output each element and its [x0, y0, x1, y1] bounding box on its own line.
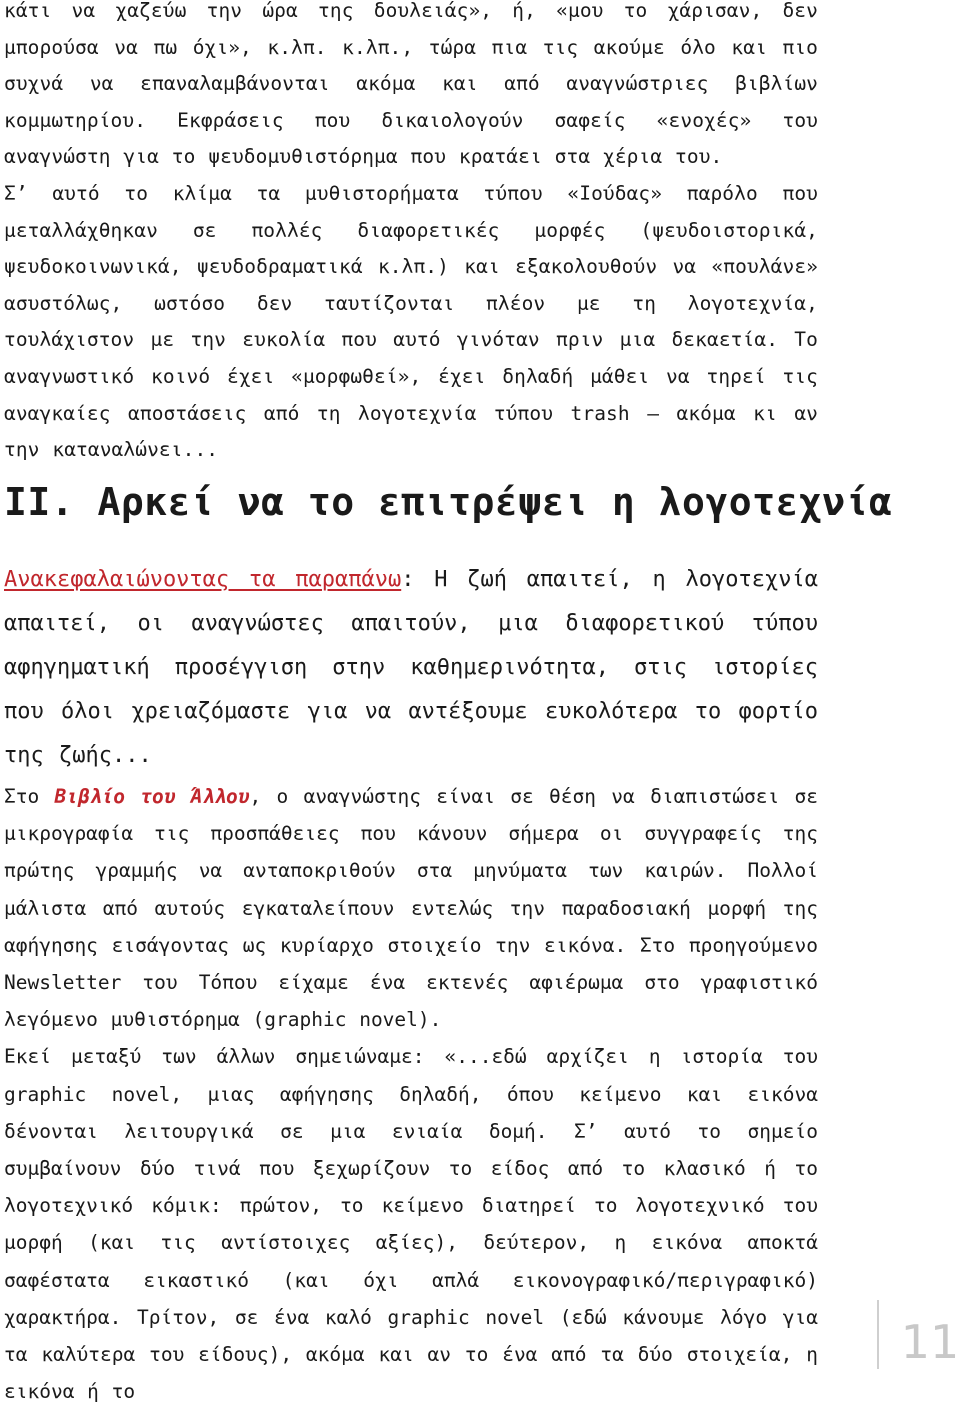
lead-text: : Η ζωή απαιτεί, η λογοτεχνία απαιτεί, οι αναγνώστες απαιτούν, μια διαφορετικού τύπου αφηγηματική προσέγγιση στην καθημερινότητα, στις ιστορίες που όλοι χρειαζόμαστε για να αντέξουμε ευκολότερα το φορτίο της ζωής... [4, 567, 819, 768]
body-paragraph-4: Εκεί μεταξύ των άλλων σημειώναμε: «...εδώ αρχίζει η ιστορία του graphic novel, μιας αφήγησης δηλαδή, όπου κείμενο και εικόνα δένονται λειτουργικά σε μια ενιαία δομή. Σ’ αυτό το σημείο συμβαίνουν δύο τινά που ξεχωρίζουν το είδος από το κλασικό ή το λογοτεχνικό κόμικ: πρώτον, το κείμενο διατηρεί το λογοτεχνικό του μορφή (και τις αντίστοιχες αξίες), δεύτερον, η εικόνα αποκτά σαφέστατα εικαστικό (και όχι απλά εικονογραφικό/περιγραφικό) χαρακτήρα. Τρίτον, σε ένα καλό graphic novel (εδώ κάνουμε λόγο για τα καλύτερα του είδους), ακόμα και αν το ένα από τα δύο στοιχεία, η εικόνα ή το [4, 1045, 818, 1404]
body-paragraph-3 [4, 778, 818, 1038]
book-title: Βιβλίο του Άλλου [54, 785, 250, 808]
p3-after: , ο αναγνώστης είναι σε θέση να διαπιστώσει σε μικρογραφία τις προσπάθειες που κάνουν σήμερα οι συγγραφείς της πρώτης γραμμής να ανταποκριθούν στα μηνύματα των καιρών. Πολλοί μάλιστα από αυτούς εγκαταλείπουν εντελώς την παραδοσιακή μορφή της αφήγησης εισάγοντας ως κυρίαρχο στοιχείο την εικόνα. Στο προηγούμενο Newsletter του Τόπου είχαμε ένα εκτενές αφιέρωμα στο γραφιστικό λεγόμενο μυθιστόρημα (graphic novel). [4, 785, 819, 1032]
lead-label: Ανακεφαλαιώνοντας τα παραπάνω [4, 567, 402, 592]
intro-paragraph-2: Σ’ αυτό το κλίμα τα μυθιστορήματα τύπου «Ιούδας» παρόλο που μεταλλάχθηκαν σε πολλές διαφορετικές μορφές (ψευδοιστορικά, ψευδοκοινωνικά, ψευδοδραματικά κ.λπ.) και εξακολουθούν να «πουλάνε» ασυστόλως, ωστόσο δεν ταυτίζονται πλέον με τη λογοτεχνία, τουλάχιστον με την ευκολία που αυτό γινόταν πριν μια δεκαετία. Το αναγνωστικό κοινό έχει «μορφωθεί», έχει δηλαδή μάθει να τηρεί τις αναγκαίες αποστάσεις από τη λογοτεχνία τύπου trash — ακόμα κι αν την καταναλώνει... [4, 181, 818, 462]
p3-before: Στο [4, 785, 55, 808]
section-body [4, 558, 818, 1410]
intro-block [4, 0, 818, 469]
section-heading: ΙΙ. Αρκεί να το επιτρέψει η λογοτεχνία [4, 480, 893, 524]
page-number-divider [877, 1300, 879, 1369]
intro-paragraph-1: κάτι να χαζεύω την ώρα της δουλειάς», ή, «μου το χάρισαν, δεν μπορούσα να πω όχι», κ.λπ. κ.λπ., τώρα πια τις ακούμε όλο και πιο συχνά να επαναλαμβάνονται ακόμα και από αναγνώστριες βιβλίων κομμωτηρίου. Εκφράσεις που δικαιολογούν σαφείς «ενοχές» του αναγνώστη για το ψευδομυθιστόρημα που κρατάει στα χέρια του. [4, 0, 818, 169]
page-number: 11 [900, 1315, 960, 1369]
lead-paragraph [4, 558, 818, 778]
